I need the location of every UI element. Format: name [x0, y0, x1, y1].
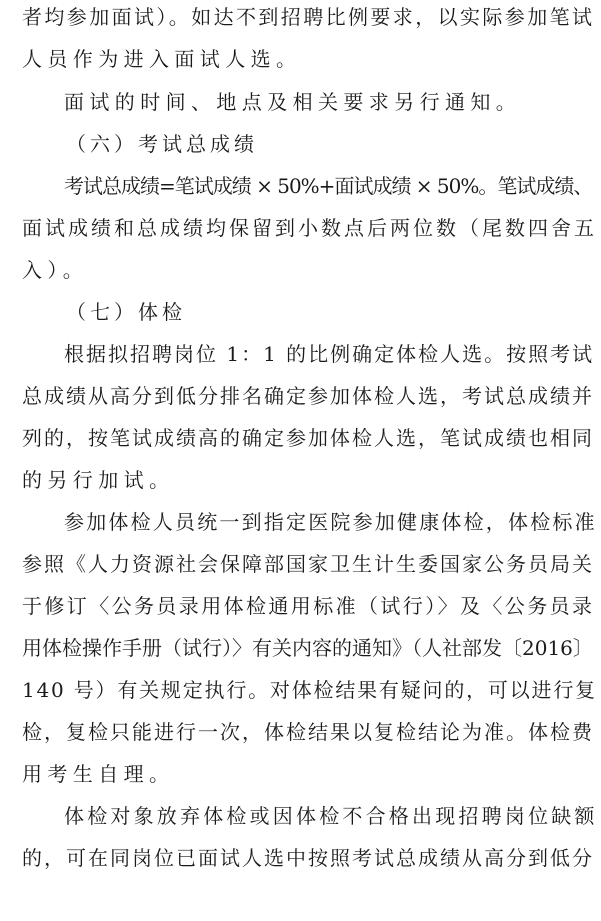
text-line: 于修订〈公务员录用体检通用标准（试行）〉及〈公务员录	[22, 594, 595, 618]
text-line: 入）。	[22, 258, 89, 282]
text-line: 人员作为进入面试人选。	[22, 47, 302, 71]
text-line: 面试的时间、地点及相关要求另行通知。	[64, 90, 522, 114]
section-heading: （六）考试总成绩	[66, 132, 258, 156]
text-line: 参加体检人员统一到指定医院参加健康体检，体检标准	[64, 510, 597, 534]
text-line: 用体检操作手册（试行）〉有关内容的通知》（人社部发〔2016〕	[22, 636, 593, 660]
text-line: 体检对象放弃体检或因体检不合格出现招聘岗位缺额	[64, 804, 598, 828]
text-line: 检，复检只能进行一次，体检结果以复检结论为准。体检费	[22, 720, 594, 744]
text-line: 的，可在同岗位已面试人选中按照考试总成绩从高分到低分	[22, 846, 594, 870]
text-line: 参照《人力资源社会保障部国家卫生计生委国家公务员局关	[22, 552, 594, 576]
section-heading: （七）体检	[66, 300, 186, 324]
text-line: 列的，按笔试成绩高的确定参加体检人选，笔试成绩也相同	[22, 426, 594, 450]
text-line: 考试总成绩=笔试成绩 × 50%+面试成绩 × 50%。笔试成绩、	[64, 174, 593, 198]
text-line: 140 号）有关规定执行。对体检结果有疑问的，可以进行复	[22, 678, 597, 702]
text-line: 根据拟招聘岗位 1：1 的比例确定体检人选。按照考试	[64, 342, 595, 366]
text-line: 的另行加试。	[22, 468, 175, 492]
text-line: 面试成绩和总成绩均保留到小数点后两位数（尾数四舍五	[22, 216, 597, 240]
text-line: 用考生自理。	[22, 762, 175, 786]
text-line: 总成绩从高分到低分排名确定参加体检人选，考试总成绩并	[22, 384, 594, 408]
text-line: 者均参加面试）。如达不到招聘比例要求，以实际参加笔试	[22, 5, 595, 29]
